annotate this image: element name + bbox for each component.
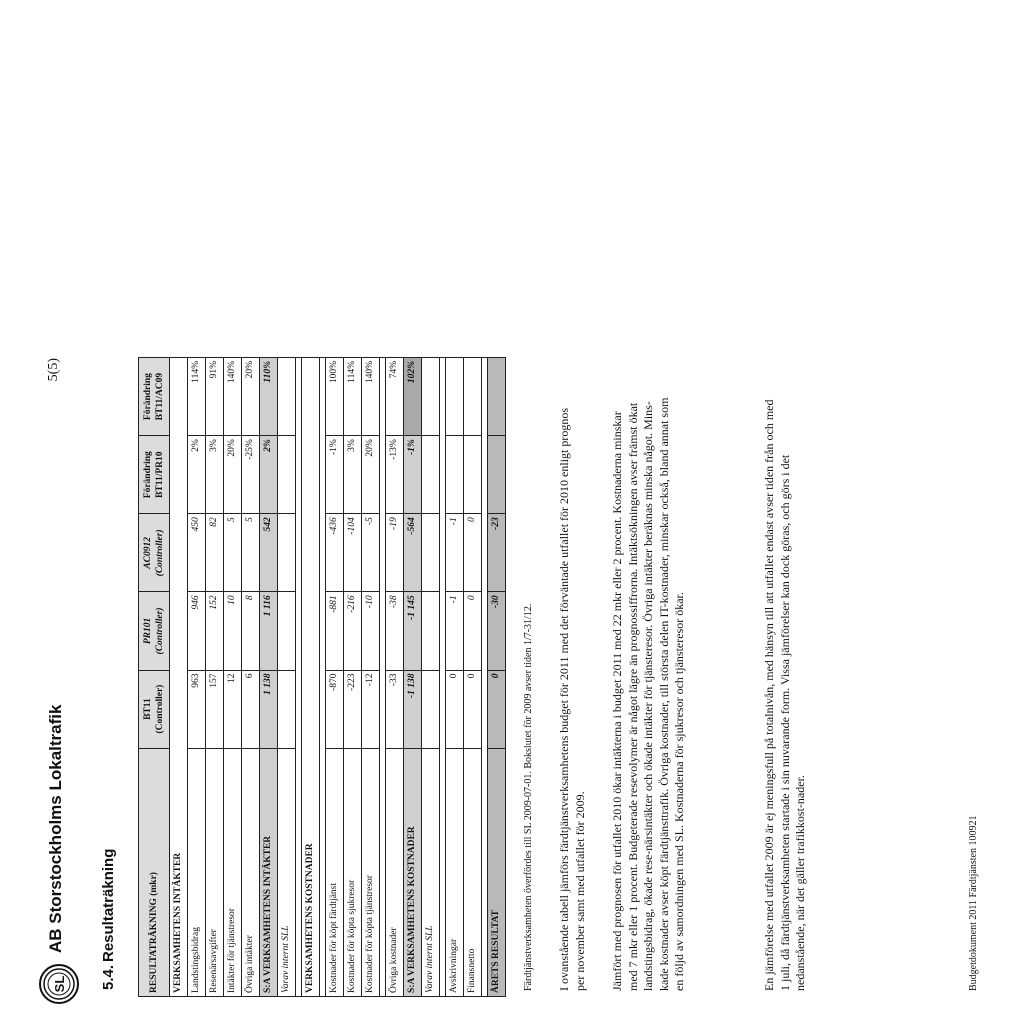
row-value: -38 xyxy=(386,592,404,670)
row-label: Kostnader för köpta sjukresor xyxy=(344,748,362,996)
row-value xyxy=(422,436,440,514)
row-value xyxy=(278,358,296,436)
column-header xyxy=(139,514,170,592)
row-value: 1 116 xyxy=(260,592,278,670)
column-header-line1: BT11 xyxy=(143,698,153,720)
cost-internal-row xyxy=(422,358,440,997)
other-costs-row xyxy=(386,358,404,997)
section-title: Resultaträkning xyxy=(100,848,117,962)
column-header-line1: Förändring xyxy=(143,373,153,421)
row-label: S:A VERKSAMHETENS INTÄKTER xyxy=(260,748,278,996)
row-value: 82 xyxy=(206,514,224,592)
row-value: 0 xyxy=(488,670,506,748)
row-value: -216 xyxy=(344,592,362,670)
row-value: 6 xyxy=(242,670,260,748)
page-header xyxy=(30,352,90,1015)
row-value: 91% xyxy=(206,358,224,436)
table-row xyxy=(344,358,362,997)
column-header-line2: BT11/PR10 xyxy=(155,451,165,498)
row-label: Kostnader för köpta tjänstresor xyxy=(362,748,380,996)
row-value: 20% xyxy=(362,436,380,514)
column-header-line1: PR101 xyxy=(143,617,153,645)
cost-heading-row-label: VERKSAMHETENS KOSTNADER xyxy=(302,358,320,997)
column-header-line1: AC0912 xyxy=(143,537,153,569)
row-value: -12 xyxy=(362,670,380,748)
row-value: 3% xyxy=(206,436,224,514)
row-value: 20% xyxy=(242,358,260,436)
row-value: 963 xyxy=(188,670,206,748)
section-heading xyxy=(100,849,117,990)
row-value: -13% xyxy=(386,436,404,514)
column-header-line2: (Controller) xyxy=(155,529,165,577)
paragraph-1: I ovanstående tabell jämförs färdtjänstverksamhetens budget för 2011 med det förväntade utfallet för 2010 enligt prognos per november samt med utfallet för 2009. xyxy=(557,407,587,991)
row-value: 450 xyxy=(188,514,206,592)
row-value xyxy=(464,436,482,514)
column-header-line2: (Controller) xyxy=(155,684,165,734)
table-title: RESULTATRÄKNING (mkr) xyxy=(139,748,170,996)
row-value: 100% xyxy=(326,358,344,436)
depreciation-row xyxy=(446,358,464,997)
row-value xyxy=(422,358,440,436)
row-label: Avskrivningar xyxy=(446,748,464,996)
row-value xyxy=(488,436,506,514)
income-heading-row xyxy=(170,358,188,997)
row-value: 102% xyxy=(404,358,422,436)
row-value: -1% xyxy=(404,436,422,514)
row-value: -436 xyxy=(326,514,344,592)
row-value: -564 xyxy=(404,514,422,592)
section-number: 5.4. xyxy=(100,964,117,990)
row-value: -1 xyxy=(446,514,464,592)
row-label: Finansnetto xyxy=(464,748,482,996)
row-value: -1 145 xyxy=(404,592,422,670)
income-statement-table xyxy=(138,357,506,997)
row-value: 2% xyxy=(188,436,206,514)
row-label: Intäkter för tjänstresor xyxy=(224,748,242,996)
row-value: -223 xyxy=(344,670,362,748)
row-value xyxy=(422,670,440,748)
column-header-line1: Förändring xyxy=(143,451,153,499)
cost-total-row xyxy=(404,358,422,997)
row-value: 5 xyxy=(242,514,260,592)
row-value: -1% xyxy=(326,436,344,514)
row-value: 114% xyxy=(188,358,206,436)
row-value: -881 xyxy=(326,592,344,670)
row-label: ÅRETS RESULTAT xyxy=(488,748,506,996)
table-footnote: Färdtjänstverksamheten överfördes till SL 2009-07-01. Bokslutet för 2009 avser tiden 1/7-31/12. xyxy=(523,603,534,991)
table-row xyxy=(188,358,206,997)
row-value: 542 xyxy=(260,514,278,592)
row-value: -1 xyxy=(446,592,464,670)
row-value: 0 xyxy=(464,670,482,748)
row-value: 1 138 xyxy=(260,670,278,748)
table-header-row xyxy=(139,358,170,997)
row-value xyxy=(278,514,296,592)
row-label: S:A VERKSAMHETENS KOSTNADER xyxy=(404,748,422,996)
row-value: 152 xyxy=(206,592,224,670)
row-label: Övriga intäkter xyxy=(242,748,260,996)
page-footer: Budgetdokument 2011 Färdtjänsten 100921 xyxy=(968,815,979,991)
row-value xyxy=(278,592,296,670)
row-value: 0 xyxy=(464,514,482,592)
row-value: -104 xyxy=(344,514,362,592)
row-value: 157 xyxy=(206,670,224,748)
row-label: Varav internt SLL xyxy=(422,748,440,996)
table-row xyxy=(242,358,260,997)
row-value: -1 138 xyxy=(404,670,422,748)
table-row xyxy=(206,358,224,997)
paragraph-2: Jämfört med prognosen för utfallet 2010 ökar intäkterna i budget 2011 med 22 mkr eller 2 procent. Kostnaderna minskar med 7 mkr eller 1 procent. Budgeterade resevolymer är något lägre än prognossiffrorna. Intäktsökningen avser främst ökat landstingsbidrag, ökade rese-närsintäkter och ökade intäkter för tjänsteresor. Övriga intäkter beräknas minska något. Mins-kade kostnader avser köpt färdtjänsttrafik. Övriga kostnader, till största delen IT-kostnader, minskar också, bland annat som en följd av samordningen med SL. Kostnaderna för sjukresor och tjänsteresor ökar. xyxy=(610,397,686,991)
row-value xyxy=(278,670,296,748)
row-value: 12 xyxy=(224,670,242,748)
row-value: -5 xyxy=(362,514,380,592)
row-value: -870 xyxy=(326,670,344,748)
row-label: Kostnader för köpt färdtjänst xyxy=(326,748,344,996)
table-row xyxy=(326,358,344,997)
logo-text: SL xyxy=(52,975,67,993)
column-header xyxy=(139,436,170,514)
income-heading-row-label: VERKSAMHETENS INTÄKTER xyxy=(170,358,188,997)
row-label: Resenärsavgifter xyxy=(206,748,224,996)
row-value: -33 xyxy=(386,670,404,748)
row-value: -30 xyxy=(488,592,506,670)
paragraph-3: En jämförelse med utfallet 2009 är ej meningsfull på totalnivån, med hänsyn till att utfallet endast avser tiden från och med 1 juli, då färdtjänstverksamheten startade i sin nuvarande form. Vissa jämförelser kan dock göras, och görs i det nedanstående, när det gäller trafikkost-nader. xyxy=(762,399,807,991)
row-value: 3% xyxy=(344,436,362,514)
row-value xyxy=(278,436,296,514)
financial-net-row xyxy=(464,358,482,997)
column-header xyxy=(139,592,170,670)
row-value xyxy=(446,436,464,514)
column-header xyxy=(139,358,170,436)
row-label: Landstingsbidrag xyxy=(188,748,206,996)
row-value: 114% xyxy=(344,358,362,436)
row-value: 140% xyxy=(224,358,242,436)
column-header-line2: (Controller) xyxy=(155,607,165,655)
cost-heading-row xyxy=(302,358,320,997)
row-value: -19 xyxy=(386,514,404,592)
row-value: -23 xyxy=(488,514,506,592)
row-value: 20% xyxy=(224,436,242,514)
table-row xyxy=(362,358,380,997)
row-value xyxy=(446,358,464,436)
row-value: 2% xyxy=(260,436,278,514)
row-value: 8 xyxy=(242,592,260,670)
sl-logo-icon xyxy=(38,963,80,1005)
row-value: 110% xyxy=(260,358,278,436)
row-value: 0 xyxy=(446,670,464,748)
row-value: -10 xyxy=(362,592,380,670)
page-number: 5(5) xyxy=(46,358,61,382)
row-value xyxy=(422,514,440,592)
table-body xyxy=(139,358,506,997)
row-value xyxy=(488,358,506,436)
document-page xyxy=(30,352,990,1015)
income-internal-row xyxy=(278,358,296,997)
table-row xyxy=(224,358,242,997)
income-total-row xyxy=(260,358,278,997)
row-value: 946 xyxy=(188,592,206,670)
company-name: AB Storstockholms Lokaltrafik xyxy=(46,704,65,953)
row-value: 74% xyxy=(386,358,404,436)
annual-result-row xyxy=(488,358,506,997)
row-value: 0 xyxy=(464,592,482,670)
row-value xyxy=(422,592,440,670)
row-label: Övriga kostnader xyxy=(386,748,404,996)
column-header-line2: BT11/AC09 xyxy=(155,372,165,421)
row-value: 10 xyxy=(224,592,242,670)
column-header xyxy=(139,670,170,748)
row-label: Varav internt SLL xyxy=(278,748,296,996)
row-value: 140% xyxy=(362,358,380,436)
row-value: 5 xyxy=(224,514,242,592)
row-value xyxy=(464,358,482,436)
row-value: -25% xyxy=(242,436,260,514)
